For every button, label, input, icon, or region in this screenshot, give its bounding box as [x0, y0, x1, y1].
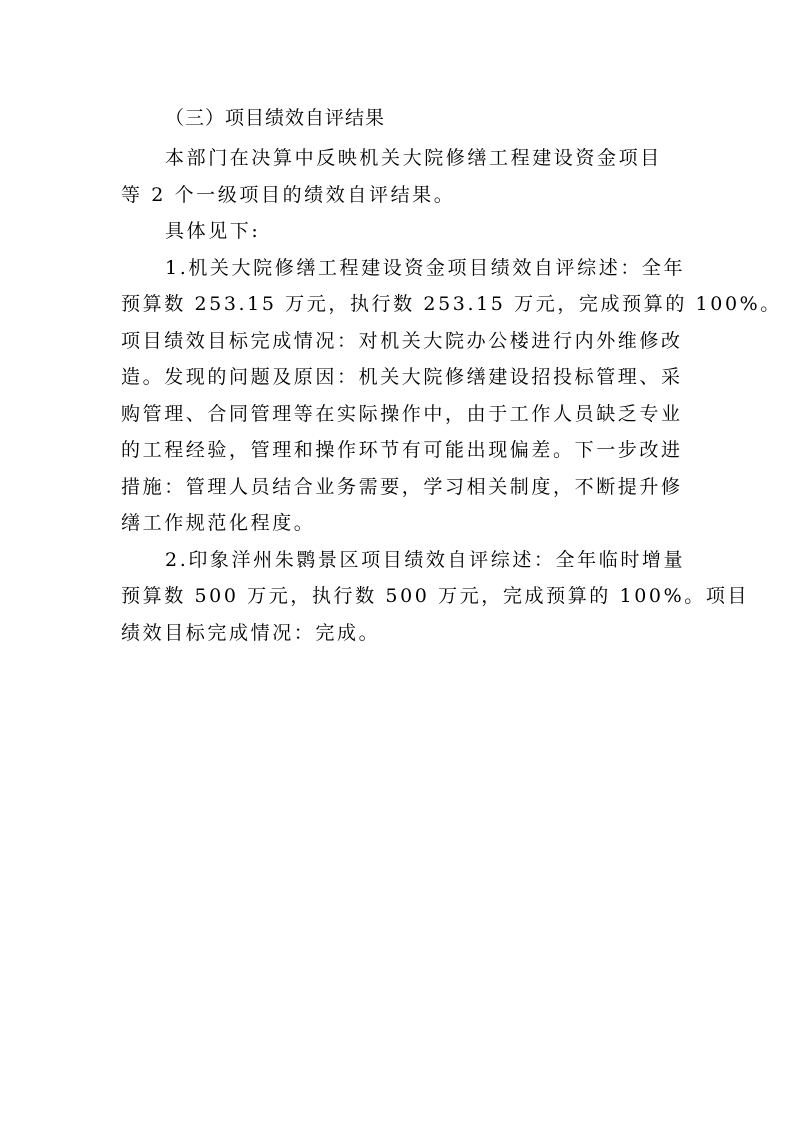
text-line: 本部门在决算中反映机关大院修缮工程建设资金项目 [165, 147, 662, 169]
document-body [121, 100, 782, 651]
intro-paragraph [121, 140, 673, 213]
text-line: 预算数 500 万元，执行数 500 万元，完成预算的 100%。项目 [121, 585, 750, 607]
text-line: 缮工作规范化程度。 [121, 512, 316, 534]
text-line: 预算数 253.15 万元，执行数 253.15 万元，完成预算的 100%。 [121, 293, 782, 315]
text-line: 等 2 个一级项目的绩效自评结果。 [121, 183, 456, 206]
section-heading: （三）项目绩效自评结果 [165, 107, 386, 129]
item-2-paragraph [121, 542, 750, 652]
text-line: 购管理、合同管理等在实际操作中，由于工作人员缺乏专业 [121, 402, 683, 425]
item-1-paragraph [121, 250, 782, 542]
text-line: 具体见下: [165, 220, 261, 242]
text-line: 2.印象洋州朱鹮景区项目绩效自评综述：全年临时增量 [165, 548, 686, 571]
text-line: 1.机关大院修缮工程建设资金项目绩效自评综述：全年 [165, 256, 686, 279]
text-line: 绩效目标完成情况：完成。 [121, 621, 381, 644]
text-line: 造。发现的问题及原因：机关大院修缮建设招投标管理、采 [121, 366, 683, 388]
text-line: 措施：管理人员结合业务需要，学习相关制度，不断提升修 [121, 475, 683, 498]
see-below-paragraph [121, 213, 673, 250]
text-line: 项目绩效目标完成情况：对机关大院办公楼进行内外维修改 [121, 329, 683, 352]
text-line: 的工程经验，管理和操作环节有可能出现偏差。下一步改进 [121, 439, 683, 461]
